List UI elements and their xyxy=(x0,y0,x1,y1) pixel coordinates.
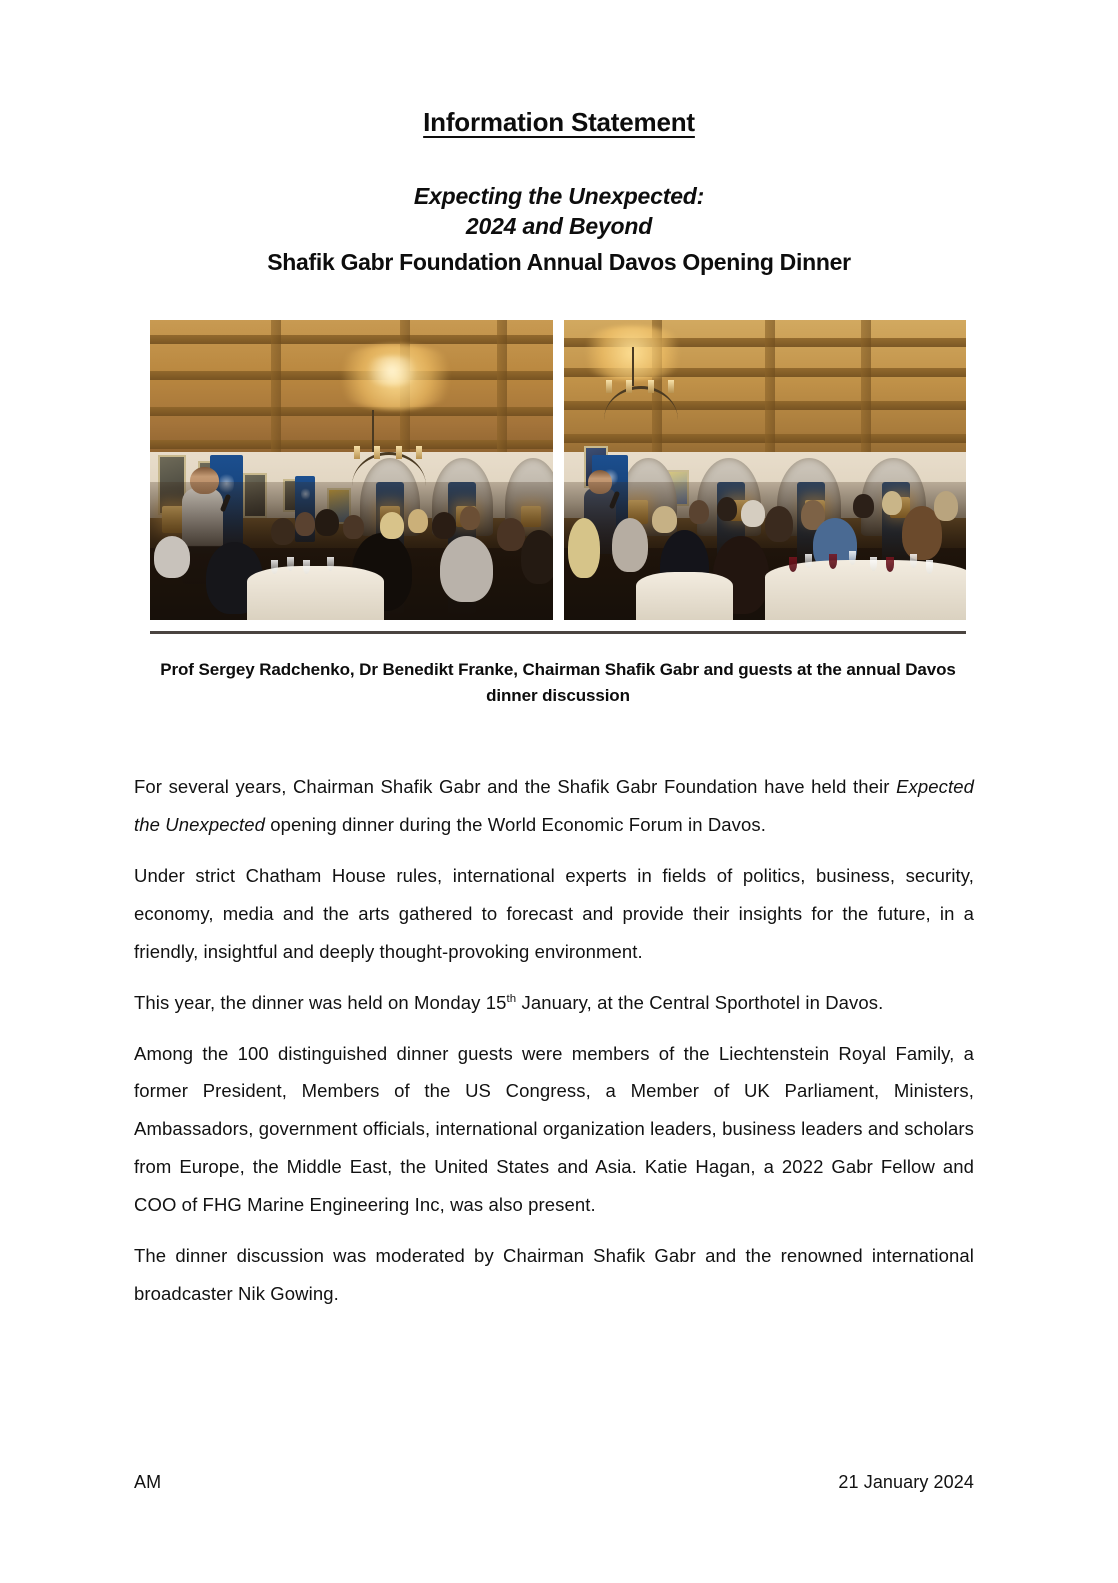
photo-left-scene xyxy=(150,320,553,620)
subtitle-line-2: 2024 and Beyond xyxy=(465,213,653,240)
photo-right-scene xyxy=(564,320,966,620)
davos-dinner-photo-left xyxy=(150,320,553,620)
document-subtitle xyxy=(0,181,1118,278)
figure-caption: Prof Sergey Radchenko, Dr Benedikt Franke, Chairman Shafik Gabr and guests at the annual Davos dinner discussion xyxy=(160,660,956,706)
paragraph-1: For several years, Chairman Shafik Gabr and the Shafik Gabr Foundation have held their Expected the Unexpected opening dinner during the World Economic Forum in Davos. xyxy=(134,776,974,835)
paragraph-2: Under strict Chatham House rules, international experts in fields of politics, business, security, economy, media and the arts gathered to forecast and provide their insights for the future, in a friendly, insightful and deeply thought-provoking environment. xyxy=(134,864,974,962)
page-title: Information Statement xyxy=(423,107,695,137)
paragraph-5: The dinner discussion was moderated by Chairman Shafik Gabr and the renowned international broadcaster Nik Gowing. xyxy=(134,1245,974,1305)
davos-dinner-photo-right xyxy=(564,320,966,620)
document-body xyxy=(134,768,974,1313)
subtitle-line-1: Expecting the Unexpected: xyxy=(413,182,705,209)
photo-separator-rule xyxy=(150,631,966,634)
paragraph-4: Among the 100 distinguished dinner guests were members of the Liechtenstein Royal Family, a former President, Members of the US Congress, a Member of UK Parliament, Ministers, Ambassadors, government officials, international organization leaders, business leaders and scholars from Europe, the Middle East, the United States and Asia. Katie Hagan, a 2022 Gabr Fellow and COO of FHG Marine Engineering Inc, was also present. xyxy=(134,1042,974,1216)
paragraph-3: This year, the dinner was held on Monday 15th January, at the Central Sporthotel in Davos. xyxy=(134,991,884,1013)
subtitle-line-3: Shafik Gabr Foundation Annual Davos Opening Dinner xyxy=(267,248,851,275)
photo-strip xyxy=(150,320,966,620)
page-footer xyxy=(134,1472,974,1493)
footer-date: 21 January 2024 xyxy=(838,1472,974,1492)
footer-initials: AM xyxy=(134,1472,162,1492)
